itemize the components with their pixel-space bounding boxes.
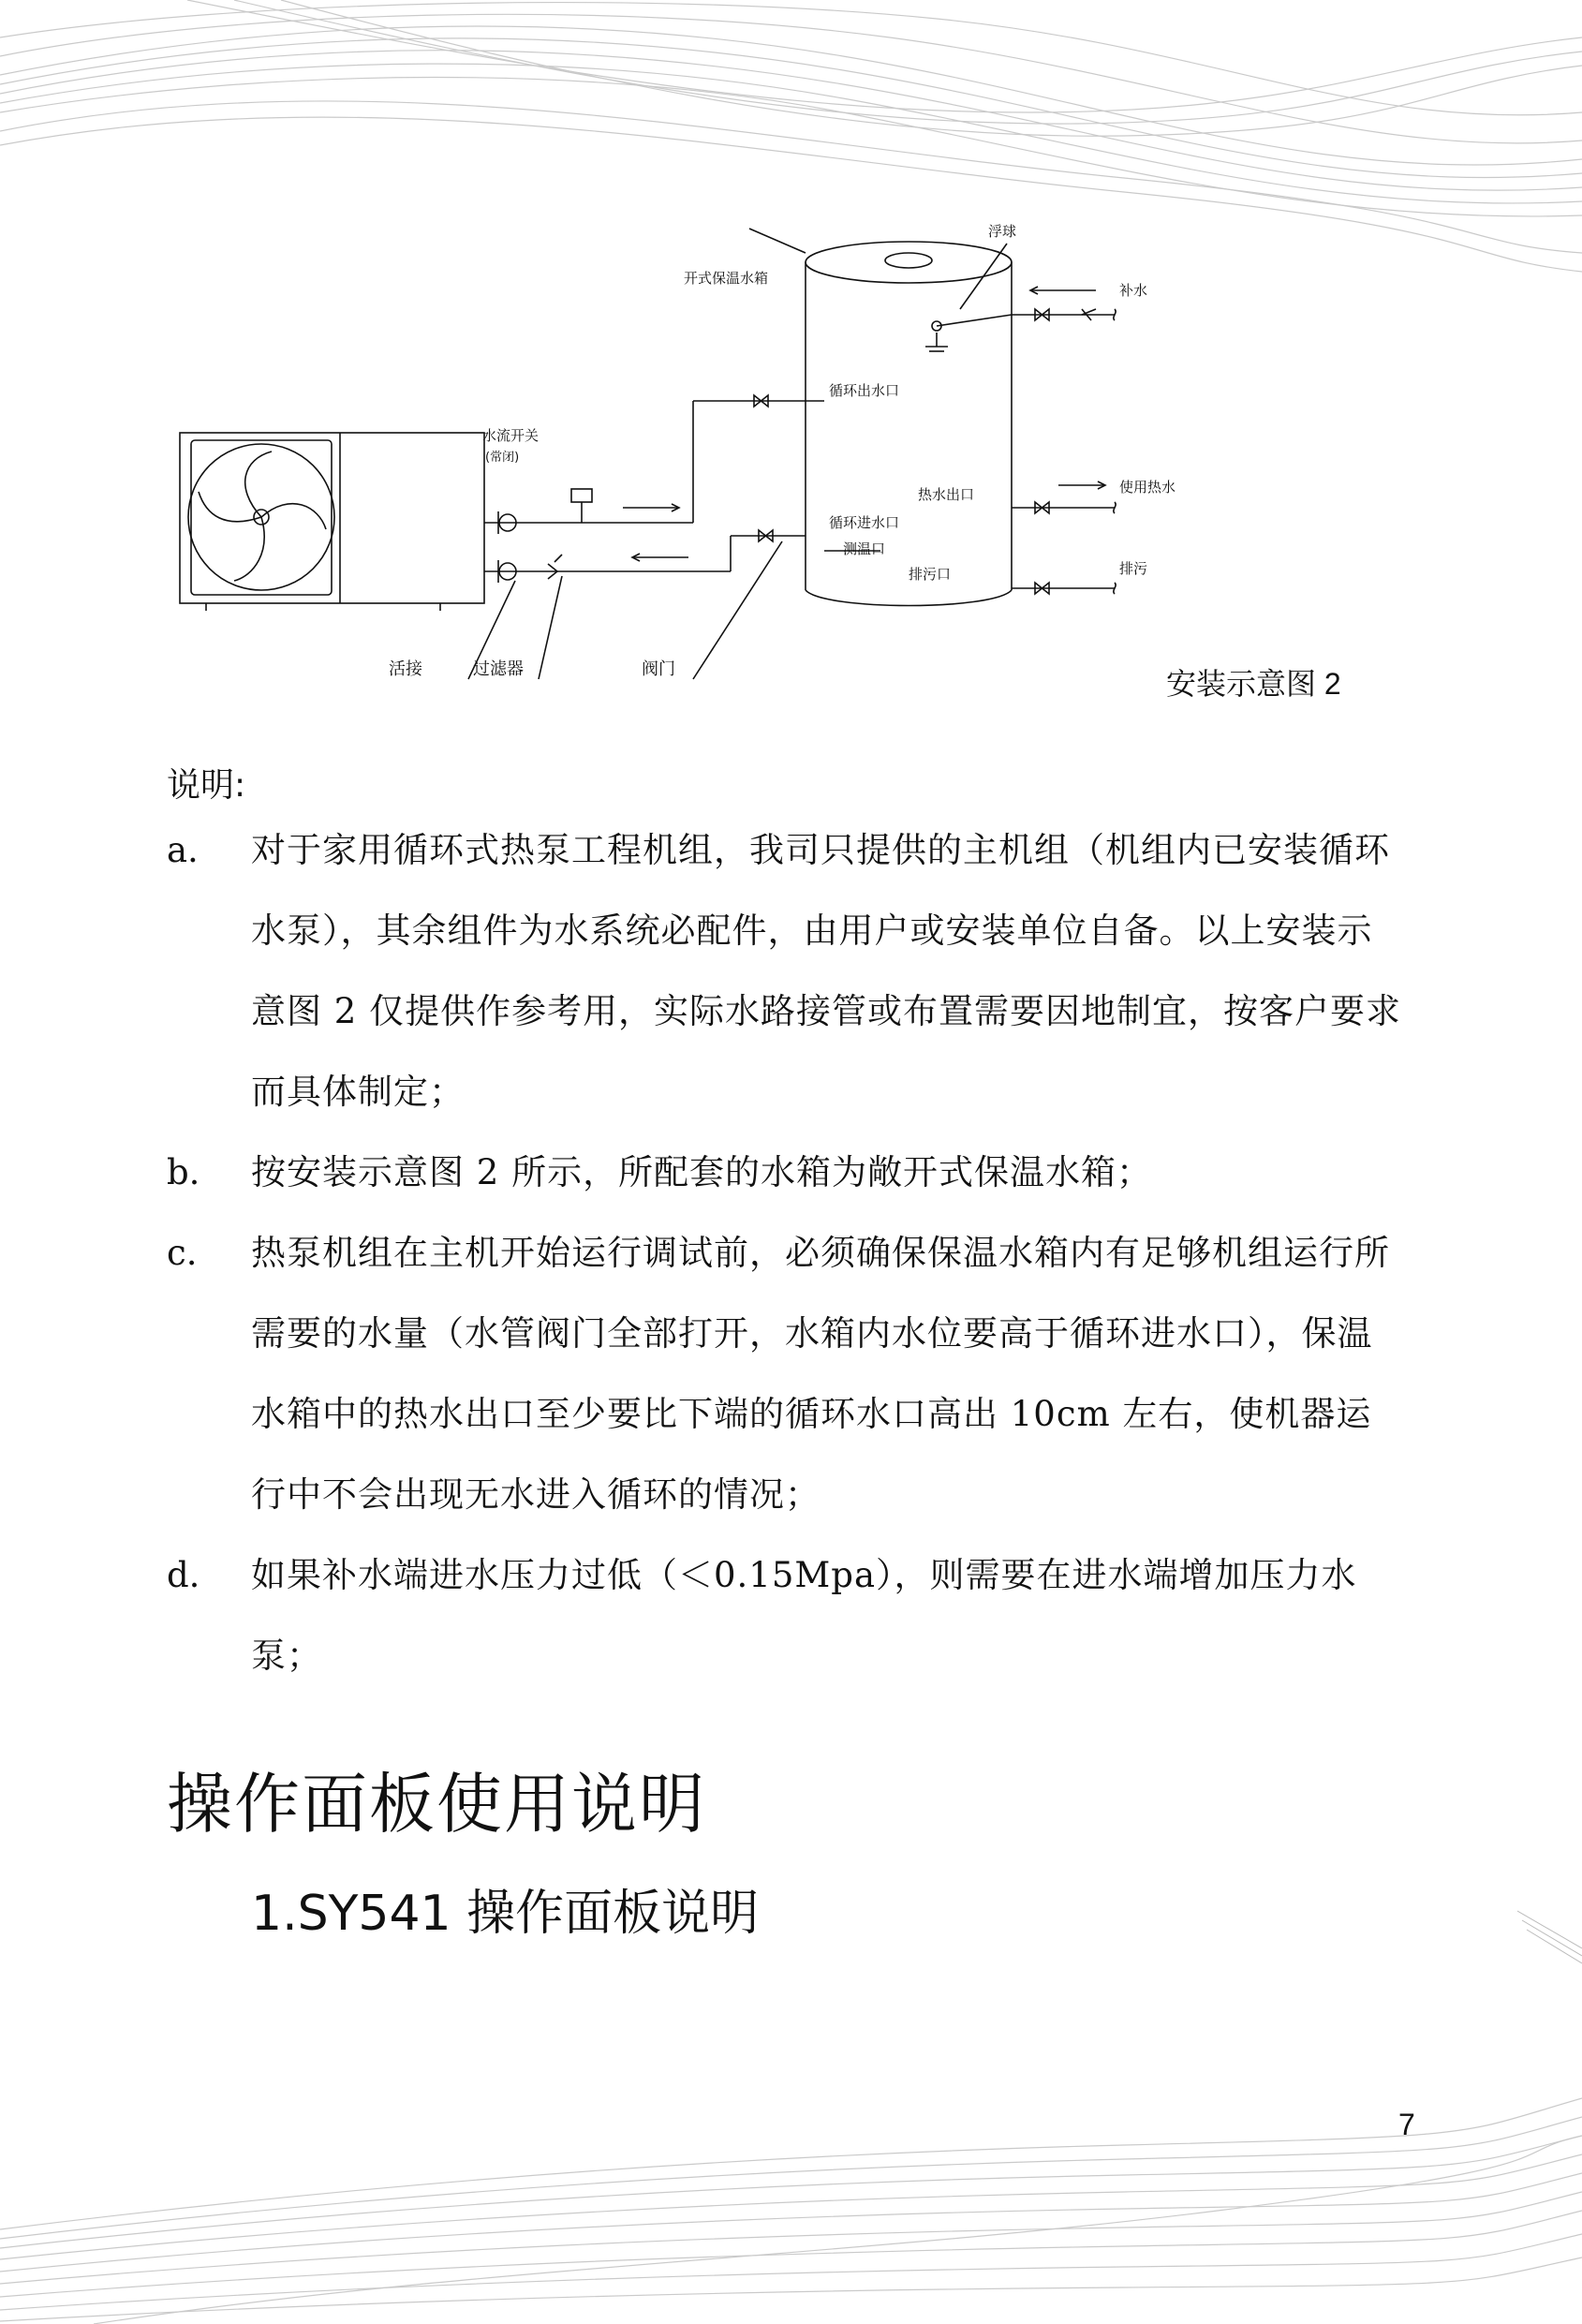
label-drain: 排污 — [1119, 560, 1148, 577]
label-circ-inlet: 循环进水口 — [829, 514, 900, 531]
note-item-c — [167, 1213, 1422, 1535]
label-normally-closed: (常闭) — [485, 451, 520, 465]
note-item-a — [167, 810, 1422, 1132]
page-number: 7 — [1398, 2108, 1415, 2141]
installation-diagram — [169, 206, 1405, 693]
label-temp-port: 测温口 — [843, 540, 886, 557]
note-item-d — [167, 1535, 1422, 1696]
label-valve: 阀门 — [642, 659, 675, 679]
decorative-lines-right — [1517, 1892, 1582, 1986]
notes-list — [167, 810, 1422, 1696]
note-text: 如果补水端进水压力过低（＜0.15Mpa），则需要在进水端增加压力水泵； — [251, 1555, 1357, 1676]
diagram-caption: 安装示意图 2 — [1166, 667, 1341, 701]
label-filter: 过滤器 — [473, 659, 524, 679]
label-makeup-water: 补水 — [1119, 282, 1148, 299]
note-text: 热泵机组在主机开始运行调试前，必须确保保温水箱内有足够机组运行所需要的水量（水管阀门全部打开，水箱内水位要高于循环进水口），保温水箱中的热水出口至少要比下端的循环水口高出 10cm 左右，使机器运行中不会出现无水进入循环的情况； — [251, 1233, 1390, 1515]
label-float-ball: 浮球 — [988, 223, 1017, 240]
note-marker: c. — [167, 1233, 198, 1273]
subsection-title: 1.SY541 操作面板说明 — [251, 1886, 760, 1942]
label-open-tank: 开式保温水箱 — [684, 270, 769, 287]
note-text: 按安装示意图 2 所示，所配套的水箱为敞开式保温水箱； — [251, 1152, 1153, 1192]
note-marker: a. — [167, 830, 199, 870]
decorative-waves-bottom — [0, 2042, 1582, 2324]
label-circ-outlet: 循环出水口 — [829, 382, 900, 399]
label-union: 活接 — [389, 659, 422, 679]
label-use-hot-water: 使用热水 — [1119, 479, 1176, 496]
note-text: 对于家用循环式热泵工程机组，我司只提供的主机组（机组内已安装循环水泵），其余组件为水系统必配件，由用户或安装单位自备。以上安装示意图 2 仅提供作参考用，实际水路接管或布置需要因地制宜，按客户要求而具体制定； — [251, 830, 1402, 1112]
notes-label: 说明: — [167, 766, 246, 805]
note-item-b — [167, 1132, 1422, 1213]
note-marker: b. — [167, 1152, 200, 1192]
label-flow-switch: 水流开关 — [482, 427, 540, 444]
label-drain-port: 排污口 — [909, 566, 952, 583]
label-hot-outlet: 热水出口 — [918, 486, 975, 503]
note-marker: d. — [167, 1555, 200, 1595]
section-title: 操作面板使用说明 — [167, 1766, 706, 1843]
